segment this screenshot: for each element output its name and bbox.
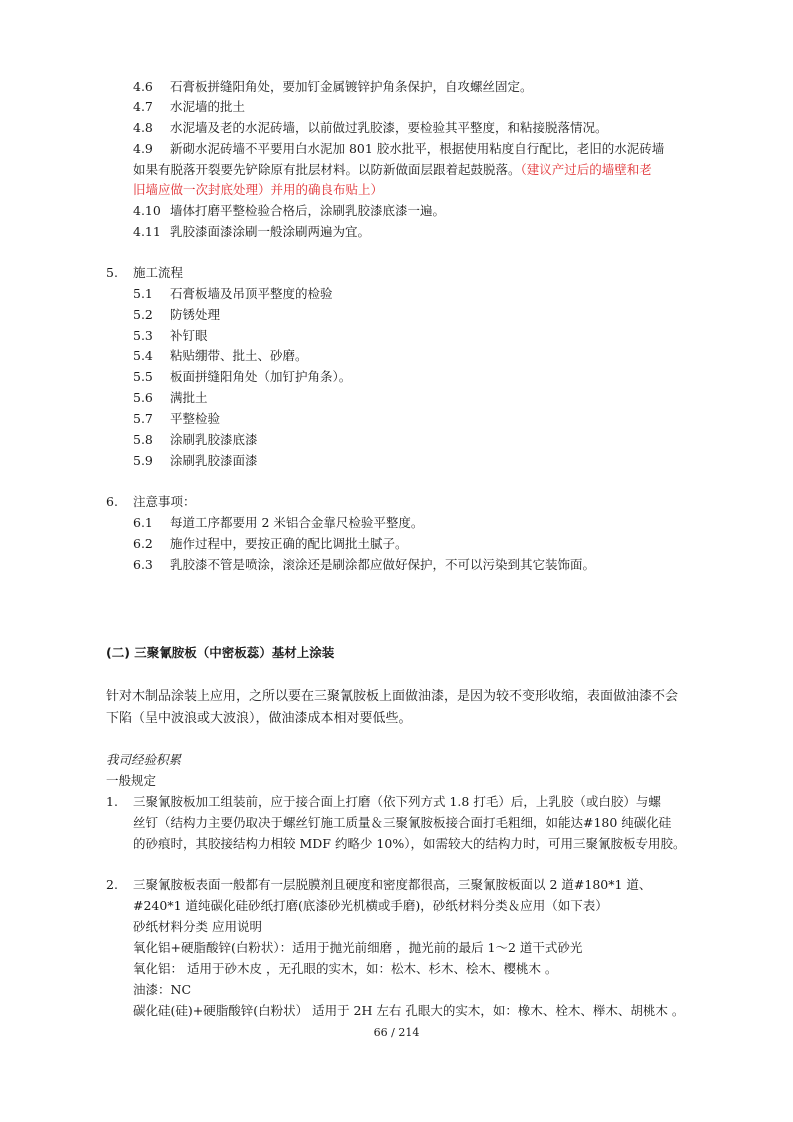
rule-line: 碳化硅(硅)+硬脂酸锌(白粉状） 适用于 2H 左右 孔眼大的实木，如：橡木、栓木、榉木、胡桃木 。 — [133, 1003, 685, 1018]
item-number: 5.4 — [133, 348, 153, 363]
section-number: 5. — [106, 265, 118, 280]
rule-line: 氧化铝： 适用于砂木皮 ，无孔眼的实木，如：松木、杉木、桧木、樱桃木 。 — [133, 961, 558, 976]
rule-number: 2. — [106, 877, 118, 892]
section-title: 注意事项： — [133, 494, 196, 509]
intro-line: 下陷（呈中波浪或大波浪），做油漆成本相对要低些。 — [106, 711, 412, 726]
item-text: 石膏板墙及吊顶平整度的检验 — [170, 286, 333, 301]
item-text: 墙体打磨平整检验合格后，涂刷乳胶漆底漆一遍。 — [170, 203, 446, 218]
item-text-continued — [133, 162, 652, 178]
red-note: （建议产过后的墙壁和老 — [520, 162, 652, 177]
item-number: 5.6 — [133, 390, 153, 405]
experience-title: 我司经验积累 — [106, 752, 182, 767]
rule-line: 的砂痕时，其胶接结构力相较 MDF 约略少 10%），如需较大的结构力时，可用三聚氰胺板专用胶。 — [133, 836, 686, 851]
general-rule-label: 一般规定 — [106, 773, 157, 788]
item-number: 5.3 — [133, 328, 153, 343]
item-number: 6.3 — [133, 557, 153, 572]
item-text: 施作过程中，要按正确的配比调批土腻子。 — [170, 536, 408, 551]
item-number: 6.1 — [133, 515, 153, 530]
item-text: 平整检验 — [170, 411, 221, 426]
rule-line: 氧化铝+硬脂酸锌(白粉状）：适用于抛光前细磨 ，抛光前的最后 1～2 道干式砂光 — [133, 940, 583, 955]
rule-line: 丝钉（结构力主要仍取决于螺丝钉施工质量＆三聚氰胺板接合面打毛粗细，如能达#180 纯碳化硅 — [133, 815, 672, 830]
rule-line: 三聚氰胺板表面一般都有一层脱膜剂且硬度和密度都很高，三聚氰胺板面以 2 道#180*1 道、 — [133, 877, 652, 892]
item-text-black: 如果有脱落开裂要先铲除原有批层材料。以防新做面层跟着起鼓脱落。 — [133, 162, 521, 177]
item-number: 4.10 — [133, 203, 161, 218]
item-number: 5.1 — [133, 286, 153, 301]
item-text: 满批土 — [170, 390, 208, 405]
item-text: 石膏板拼缝阳角处，要加钉金属镀锌护角条保护，自攻螺丝固定。 — [170, 79, 533, 94]
item-number: 4.11 — [133, 224, 161, 239]
item-number: 5.9 — [133, 453, 153, 468]
item-text: 粘贴绷带、批土、砂磨。 — [170, 348, 308, 363]
rule-line: 砂纸材料分类 应用说明 — [133, 919, 262, 934]
item-number: 5.5 — [133, 369, 153, 384]
item-number: 5.7 — [133, 411, 153, 426]
page-number: 66 / 214 — [373, 1026, 420, 1039]
item-text: 新砌水泥砖墙不平要用白水泥加 801 胶水批平，根据使用粘度自行配比，老旧的水泥砖墙 — [170, 141, 665, 156]
section-title: 施工流程 — [133, 265, 184, 280]
item-text: 每道工序都要用 2 米铝合金靠尺检验平整度。 — [170, 515, 424, 530]
item-text: 补钉眼 — [170, 328, 208, 343]
item-text: 涂刷乳胶漆面漆 — [170, 453, 258, 468]
item-text: 水泥墙及老的水泥砖墙，以前做过乳胶漆，要检验其平整度，和粘接脱落情况。 — [170, 120, 608, 135]
section-number: 6. — [106, 494, 118, 509]
section-heading: (二) 三聚氰胺板（中密板蕊）基材上涂装 — [106, 645, 335, 660]
item-text: 乳胶漆面漆涂刷一般涂刷两遍为宜。 — [170, 224, 371, 239]
rule-line: 油漆：NC — [133, 982, 192, 997]
item-number: 5.2 — [133, 307, 153, 322]
item-number: 4.6 — [133, 79, 153, 94]
item-text: 涂刷乳胶漆底漆 — [170, 432, 258, 447]
red-note-continued: 旧墙应做一次封底处理）并用的确良布贴上） — [133, 182, 384, 197]
item-number: 4.7 — [133, 99, 153, 114]
item-number: 4.9 — [133, 141, 153, 156]
item-number: 6.2 — [133, 536, 153, 551]
item-number: 4.8 — [133, 120, 153, 135]
rule-line: 三聚氰胺板加工组装前，应于接合面上打磨（依下列方式 1.8 打毛）后，上乳胶（或白胶）与螺 — [133, 794, 661, 809]
item-text: 水泥墙的批土 — [170, 99, 246, 114]
intro-line: 针对木制品涂装上应用，之所以要在三聚氰胺板上面做油漆，是因为较不变形收缩，表面做油漆不会 — [106, 689, 679, 704]
rule-line: #240*1 道纯碳化硅砂纸打磨(底漆砂光机横或手磨)，砂纸材料分类＆应用（如下表） — [133, 898, 608, 913]
rule-number: 1. — [106, 794, 118, 809]
item-text: 乳胶漆不管是喷涂，滚涂还是刷涂都应做好保护，不可以污染到其它装饰面。 — [170, 557, 596, 572]
item-number: 5.8 — [133, 432, 153, 447]
item-text: 防锈处理 — [170, 307, 221, 322]
item-text: 板面拼缝阳角处（加钉护角条）。 — [170, 369, 352, 384]
